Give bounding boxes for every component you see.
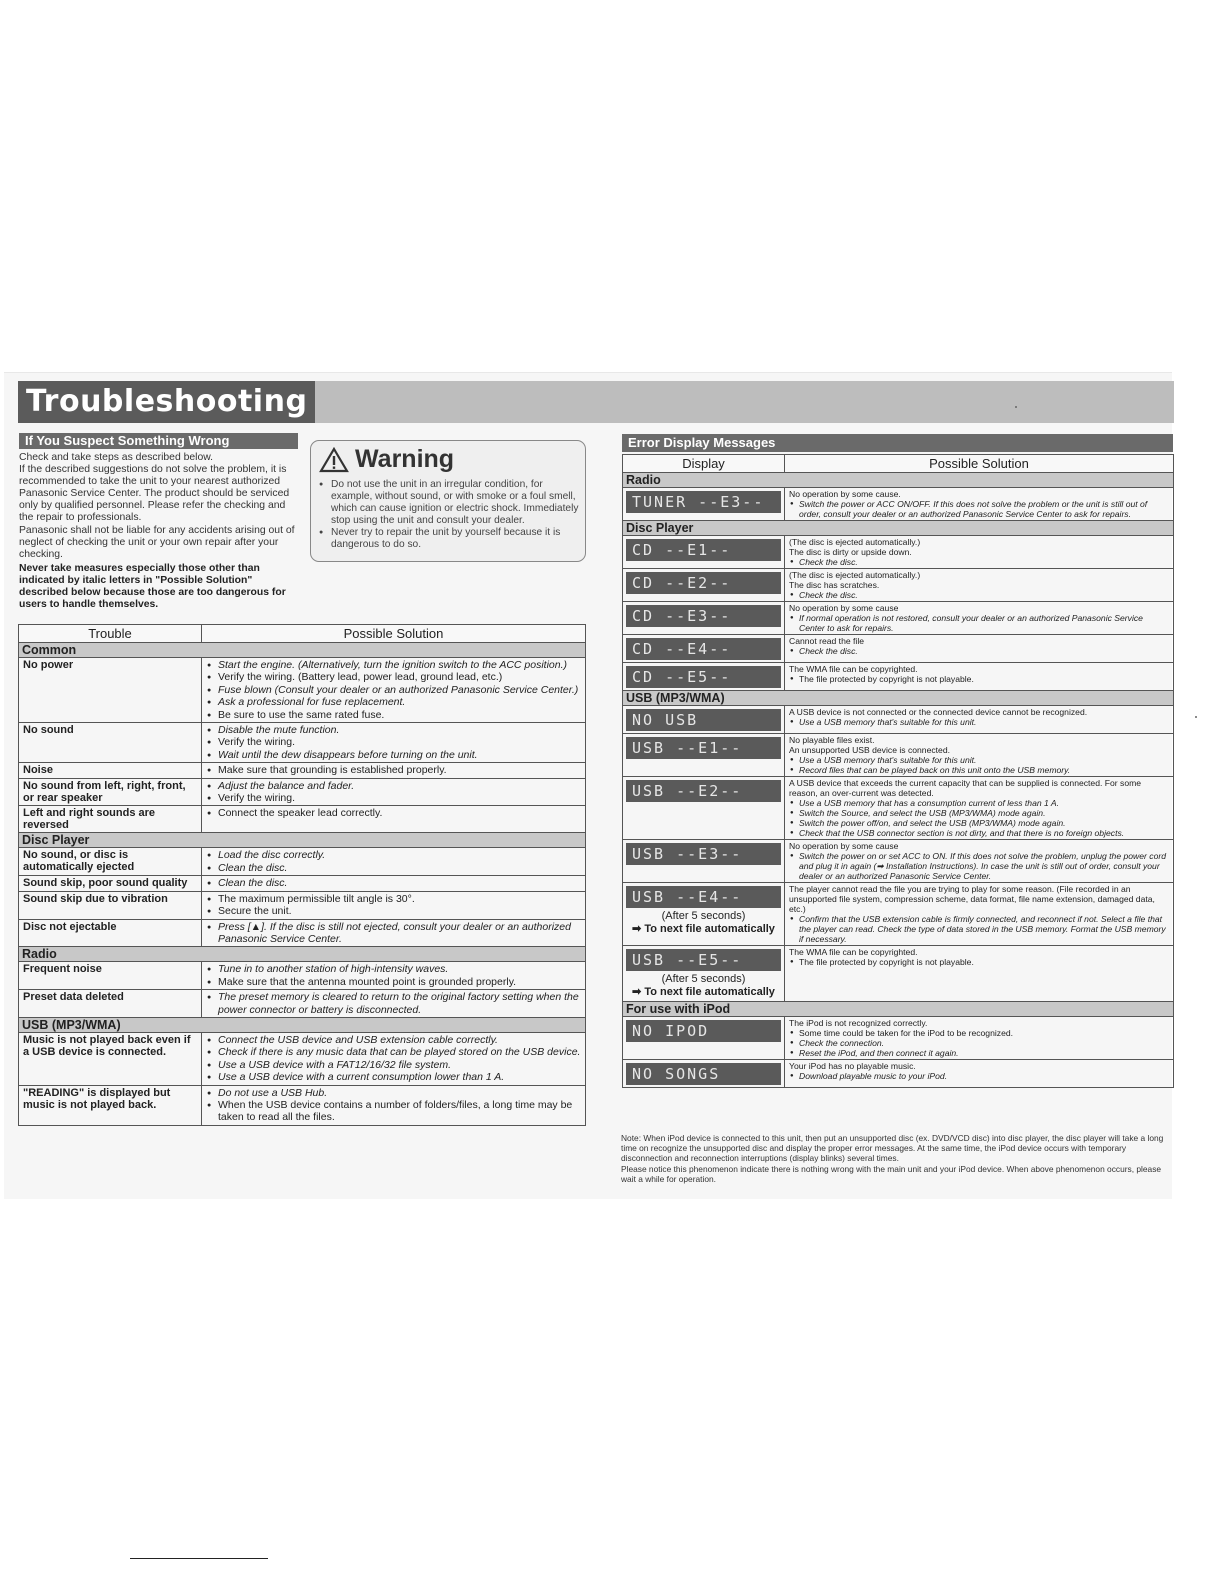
trouble-row	[19, 1032, 586, 1085]
trouble-cell: Disc not ejectable	[19, 919, 202, 947]
error-row	[623, 706, 1174, 734]
trouble-row	[19, 806, 586, 833]
error-row	[623, 602, 1174, 635]
solution-cell	[202, 891, 586, 919]
warning-title-text: Warning	[355, 445, 455, 473]
solution-item: ● Fuse blown (Consult your dealer or an authorized Panasonic Service Center.)	[206, 684, 581, 696]
intro-paragraph: Check and take steps as described below.	[19, 452, 214, 463]
lcd-display: CD --E3--	[626, 605, 781, 627]
solution-list	[206, 1034, 581, 1084]
error-cause-text: The disc has scratches.	[789, 580, 880, 590]
display-cell	[623, 946, 785, 1002]
trouble-row	[19, 990, 586, 1018]
trouble-cell: No sound	[19, 723, 202, 763]
trouble-cell: Music is not played back even if a USB device is connected.	[19, 1032, 202, 1085]
error-solution-list	[789, 613, 1169, 633]
error-row	[623, 734, 1174, 777]
error-solution-cell	[785, 777, 1174, 840]
error-solution-list	[789, 557, 1169, 567]
error-row	[623, 1017, 1174, 1060]
trouble-cell: Frequent noise	[19, 962, 202, 990]
error-cause-text: An unsupported USB device is connected.	[789, 745, 950, 755]
trouble-cell: No power	[19, 658, 202, 723]
lcd-display: NO IPOD	[626, 1020, 781, 1042]
note-paragraph: Note: When iPod device is connected to this unit, then put an unsupported disc (ex. DVD/VCD disc) into disc player, the disc player will take a long time on recognize the unsupported disc and display the proper error messages. At the same time, the iPod device occurs with temporary disconnection and reconnection interruptions (display blinks) several times.	[621, 1133, 1164, 1164]
category-row	[19, 643, 586, 658]
solution-cell	[202, 990, 586, 1018]
warning-title	[319, 445, 454, 474]
error-solution-item: ● Check the disc.	[789, 590, 1169, 600]
suspect-heading: If You Suspect Something Wrong	[19, 433, 298, 449]
solution-list	[206, 780, 581, 805]
solution-list	[206, 893, 581, 918]
solution-item: ● Ask a professional for fuse replacement.	[206, 696, 581, 708]
solution-cell	[202, 806, 586, 833]
error-solution-item: ● Switch the Source, and select the USB (MP3/WMA) mode again.	[789, 808, 1169, 818]
solution-item: ● Adjust the balance and fader.	[206, 780, 581, 792]
error-cause-text: No operation by some cause	[789, 841, 899, 851]
display-cell	[623, 883, 785, 946]
solution-item: ● Check if there is any music data that can be played stored on the USB device.	[206, 1046, 581, 1058]
error-cause-text: (The disc is ejected automatically.)	[789, 537, 921, 547]
trouble-cell: "READING" is displayed but music is not played back.	[19, 1085, 202, 1125]
error-solution-list	[789, 851, 1169, 881]
solution-cell	[202, 1085, 586, 1125]
category-row	[19, 1017, 586, 1032]
solution-item: ● Press [▲]. If the disc is still not ejected, consult your dealer or an authorized Panasonic Service Center.	[206, 921, 581, 946]
trouble-cell: Preset data deleted	[19, 990, 202, 1018]
error-solution-header: Possible Solution	[785, 455, 1174, 473]
error-solution-item: ● Download playable music to your iPod.	[789, 1071, 1169, 1081]
error-row	[623, 946, 1174, 1002]
error-heading: Error Display Messages	[622, 434, 1173, 452]
display-header: Display	[623, 455, 785, 473]
error-cause-text: No operation by some cause	[789, 603, 899, 613]
solution-item: ● Make sure that grounding is established properly.	[206, 764, 581, 776]
lcd-display: NO SONGS	[626, 1063, 781, 1085]
footer-rule	[130, 1558, 268, 1559]
solution-item: ● Do not use a USB Hub.	[206, 1087, 581, 1099]
category-label: Common	[19, 643, 586, 658]
error-solution-cell	[785, 1017, 1174, 1060]
solution-list	[206, 991, 581, 1016]
error-category-row	[623, 691, 1174, 706]
trouble-row	[19, 962, 586, 990]
lcd-display: CD --E5--	[626, 666, 781, 688]
lcd-display: USB --E5--	[626, 949, 781, 971]
error-cause-text: The disc is dirty or upside down.	[789, 547, 912, 557]
trouble-cell: Sound skip, poor sound quality	[19, 876, 202, 891]
solution-item: ● Make sure that the antenna mounted point is grounded properly.	[206, 976, 581, 988]
error-cause-text: No playable files exist.	[789, 735, 875, 745]
error-row	[623, 663, 1174, 691]
solution-header: Possible Solution	[202, 625, 586, 643]
lcd-display: CD --E4--	[626, 638, 781, 660]
trouble-row	[19, 891, 586, 919]
display-cell	[623, 488, 785, 521]
error-solution-list	[789, 1028, 1169, 1058]
error-category-label: Radio	[623, 473, 1174, 488]
solution-list	[206, 849, 581, 874]
display-cell	[623, 569, 785, 602]
solution-item: ● The maximum permissible tilt angle is 30°.	[206, 893, 581, 905]
error-category-row	[623, 1002, 1174, 1017]
display-cell	[623, 777, 785, 840]
solution-item: ● Clean the disc.	[206, 862, 581, 874]
lcd-display: CD --E2--	[626, 572, 781, 594]
category-row	[19, 833, 586, 848]
trouble-row	[19, 1085, 586, 1125]
error-row	[623, 1060, 1174, 1088]
error-row	[623, 777, 1174, 840]
error-solution-item: ● Use a USB memory that's suitable for this unit.	[789, 717, 1169, 727]
display-cell	[623, 1017, 785, 1060]
error-solution-item: ● Check the disc.	[789, 557, 1169, 567]
error-solution-item: ● Switch the power off/on, and select the USB (MP3/WMA) mode again.	[789, 818, 1169, 828]
solution-list	[206, 659, 581, 721]
scan-speck	[1015, 406, 1017, 408]
error-cause-text: (The disc is ejected automatically.)	[789, 570, 921, 580]
lcd-display: USB --E4--	[626, 886, 781, 908]
error-cause-text: Cannot read the file	[789, 636, 865, 646]
display-cell	[623, 536, 785, 569]
error-category-row	[623, 521, 1174, 536]
error-solution-item: ● Some time could be taken for the iPod to be recognized.	[789, 1028, 1169, 1038]
after-seconds-label: (After 5 seconds)	[661, 973, 746, 985]
display-cell	[623, 663, 785, 691]
error-solution-item: ● Use a USB memory that has a consumption current of less than 1 A.	[789, 798, 1169, 808]
solution-cell	[202, 763, 586, 778]
error-solution-list	[789, 717, 1169, 727]
error-solution-cell	[785, 488, 1174, 521]
error-solution-item: ● Switch the power on or set ACC to ON. If this does not solve the problem, unplug the power cord and plug it in again (➡ Installation Instructions). In case the unit is still out of order, consult your dealer or an authorized Panasonic Service Center.	[789, 851, 1169, 881]
solution-item: ● Connect the speaker lead correctly.	[206, 807, 581, 819]
display-cell	[623, 734, 785, 777]
error-solution-item: ● Reset the iPod, and then connect it again.	[789, 1048, 1169, 1058]
trouble-row	[19, 778, 586, 806]
error-cause-text: No operation by some cause.	[789, 489, 901, 499]
solution-item: ● Load the disc correctly.	[206, 849, 581, 861]
error-cause-text: The WMA file can be copyrighted.	[789, 947, 918, 957]
display-cell	[623, 1060, 785, 1088]
error-solution-cell	[785, 602, 1174, 635]
ipod-note	[621, 1133, 1173, 1184]
error-solution-cell	[785, 946, 1174, 1002]
solution-list	[206, 724, 581, 761]
error-solution-cell	[785, 663, 1174, 691]
suspect-intro	[19, 452, 299, 611]
next-file-label: ➡ To next file automatically	[632, 986, 775, 998]
error-solution-item: ● The file protected by copyright is not playable.	[789, 957, 1169, 967]
solution-item: ● Use a USB device with a FAT12/16/32 file system.	[206, 1059, 581, 1071]
scan-speck	[1195, 716, 1197, 718]
solution-item: ● When the USB device contains a number of folders/files, a long time may be taken to read all the files.	[206, 1099, 581, 1124]
error-category-label: Disc Player	[623, 521, 1174, 536]
error-table	[622, 454, 1174, 1088]
solution-item: ● Verify the wiring. (Battery lead, power lead, ground lead, etc.)	[206, 671, 581, 683]
error-row	[623, 635, 1174, 663]
trouble-cell: No sound from left, right, front, or rear speaker	[19, 778, 202, 806]
after-seconds-label: (After 5 seconds)	[661, 910, 746, 922]
solution-list	[206, 807, 581, 819]
trouble-row	[19, 876, 586, 891]
display-cell	[623, 840, 785, 883]
error-solution-item: ● Switch the power or ACC ON/OFF. If this does not solve the problem or the unit is still out of order, consult your dealer or an authorized Panasonic Service Center to ask for repairs.	[789, 499, 1169, 519]
error-solution-list	[789, 646, 1169, 656]
solution-list	[206, 963, 581, 988]
trouble-cell: Left and right sounds are reversed	[19, 806, 202, 833]
error-cause-text: A USB device that exceeds the current capacity that can be supplied is connected. For some reason, an over-current was detected.	[789, 778, 1142, 798]
error-solution-list	[789, 590, 1169, 600]
warning-item: ● Do not use the unit in an irregular condition, for example, without sound, or with smoke or a foul smell, which can cause ignition or electric shock. Immediately stop using the unit and consult your dealer.	[319, 479, 581, 527]
solution-item: ● Start the engine. (Alternatively, turn the ignition switch to the ACC position.)	[206, 659, 581, 671]
solution-item: ● The preset memory is cleared to return to the original factory setting when the power connector or battery is disconnected.	[206, 991, 581, 1016]
category-row	[19, 947, 586, 962]
error-solution-item: ● The file protected by copyright is not playable.	[789, 674, 1169, 684]
warning-triangle-icon	[319, 447, 349, 473]
trouble-row	[19, 763, 586, 778]
lcd-display: NO USB	[626, 709, 781, 731]
error-solution-item: ● Check that the USB connector section is not dirty, and that there is no foreign objects.	[789, 828, 1169, 838]
lcd-display: USB --E3--	[626, 843, 781, 865]
error-category-label: USB (MP3/WMA)	[623, 691, 1174, 706]
error-cause-text: Your iPod has no playable music.	[789, 1061, 916, 1071]
error-solution-list	[789, 755, 1169, 775]
error-solution-list	[789, 674, 1169, 684]
solution-cell	[202, 962, 586, 990]
error-solution-list	[789, 957, 1169, 967]
error-solution-cell	[785, 883, 1174, 946]
error-cause-text: The WMA file can be copyrighted.	[789, 664, 918, 674]
error-solution-list	[789, 499, 1169, 519]
solution-item: ● Use a USB device with a current consumption lower than 1 A.	[206, 1071, 581, 1083]
error-cause-text: The iPod is not recognized correctly.	[789, 1018, 928, 1028]
error-solution-cell	[785, 635, 1174, 663]
error-solution-item: ● Record files that can be played back on this unit onto the USB memory.	[789, 765, 1169, 775]
error-row	[623, 883, 1174, 946]
error-row	[623, 840, 1174, 883]
solution-cell	[202, 876, 586, 891]
error-cause-text: The player cannot read the file you are trying to play for some reason. (File recorded in an unsupported file system, compression scheme, data format, file name extension, damaged data, etc.)	[789, 884, 1155, 914]
solution-cell	[202, 658, 586, 723]
solution-cell	[202, 723, 586, 763]
solution-item: ● Tune in to another station of high-intensity waves.	[206, 963, 581, 975]
category-label: Disc Player	[19, 833, 586, 848]
solution-list	[206, 1087, 581, 1124]
italic-note: Never take measures especially those other than indicated by italic letters in "Possible Solution" described below because those are too dangerous for users to handle themselves.	[19, 562, 286, 611]
solution-list	[206, 764, 581, 776]
solution-item: ● Verify the wiring.	[206, 736, 581, 748]
trouble-cell: Noise	[19, 763, 202, 778]
solution-cell	[202, 778, 586, 806]
warning-list	[319, 479, 581, 551]
solution-cell	[202, 848, 586, 876]
error-solution-cell	[785, 734, 1174, 777]
trouble-header: Trouble	[19, 625, 202, 643]
error-solution-cell	[785, 706, 1174, 734]
error-solution-item: ● If normal operation is not restored, consult your dealer or an authorized Panasonic Service Center to ask for repairs.	[789, 613, 1169, 633]
error-category-row	[623, 473, 1174, 488]
solution-item: ● Connect the USB device and USB extension cable correctly.	[206, 1034, 581, 1046]
display-cell	[623, 706, 785, 734]
solution-item: ● Be sure to use the same rated fuse.	[206, 709, 581, 721]
solution-item: ● Clean the disc.	[206, 877, 581, 889]
error-solution-item: ● Use a USB memory that's suitable for this unit.	[789, 755, 1169, 765]
trouble-row	[19, 723, 586, 763]
display-cell	[623, 602, 785, 635]
solution-cell	[202, 919, 586, 947]
error-solution-item: ● Check the disc.	[789, 646, 1169, 656]
lcd-display: USB --E1--	[626, 737, 781, 759]
error-solution-item: ● Confirm that the USB extension cable is firmly connected, and reconnect if not. Select a file that the player can read. Check the type of data stored in the USB memory. Format the USB memory if necessary.	[789, 914, 1169, 944]
intro-paragraph: Panasonic shall not be liable for any accidents arising out of neglect of checking the unit or your own repair after your checking.	[19, 524, 295, 560]
error-solution-item: ● Check the connection.	[789, 1038, 1169, 1048]
category-label: Radio	[19, 947, 586, 962]
trouble-row	[19, 848, 586, 876]
note-paragraph: Please notice this phenomenon indicate there is nothing wrong with the main unit and your iPod device. When above phenomenon occurs, please wait a while for operation.	[621, 1163, 1162, 1184]
display-cell	[623, 635, 785, 663]
lcd-display: USB --E2--	[626, 780, 781, 802]
error-solution-cell	[785, 569, 1174, 602]
error-row	[623, 488, 1174, 521]
trouble-cell: Sound skip due to vibration	[19, 891, 202, 919]
next-file-label: ➡ To next file automatically	[632, 923, 775, 935]
warning-box	[310, 440, 586, 562]
solution-item: ● Wait until the dew disappears before turning on the unit.	[206, 749, 581, 761]
solution-cell	[202, 1032, 586, 1085]
trouble-cell: No sound, or disc is automatically ejected	[19, 848, 202, 876]
error-cause-text: A USB device is not connected or the connected device cannot be recognized.	[789, 707, 1088, 717]
error-solution-cell	[785, 1060, 1174, 1088]
category-label: USB (MP3/WMA)	[19, 1017, 586, 1032]
error-solution-cell	[785, 536, 1174, 569]
trouble-table	[18, 624, 586, 1126]
error-category-label: For use with iPod	[623, 1002, 1174, 1017]
solution-list	[206, 877, 581, 889]
error-solution-cell	[785, 840, 1174, 883]
trouble-row	[19, 658, 586, 723]
intro-paragraph: If the described suggestions do not solve the problem, it is recommended to take the unit to your nearest authorized Panasonic Service Center. The product should be serviced only by qualified personnel. Please refer the checking and the repair to professionals.	[19, 464, 290, 524]
lcd-display: TUNER --E3--	[626, 491, 781, 513]
error-row	[623, 569, 1174, 602]
error-solution-list	[789, 798, 1169, 838]
error-row	[623, 536, 1174, 569]
error-solution-list	[789, 1071, 1169, 1081]
lcd-display: CD --E1--	[626, 539, 781, 561]
trouble-row	[19, 919, 586, 947]
solution-list	[206, 921, 581, 946]
solution-item: ● Disable the mute function.	[206, 724, 581, 736]
error-solution-list	[789, 914, 1169, 944]
warning-item: ● Never try to repair the unit by yourself because it is dangerous to do so.	[319, 527, 581, 551]
solution-item: ● Secure the unit.	[206, 905, 581, 917]
page-title: Troubleshooting	[18, 381, 315, 423]
solution-item: ● Verify the wiring.	[206, 792, 581, 804]
